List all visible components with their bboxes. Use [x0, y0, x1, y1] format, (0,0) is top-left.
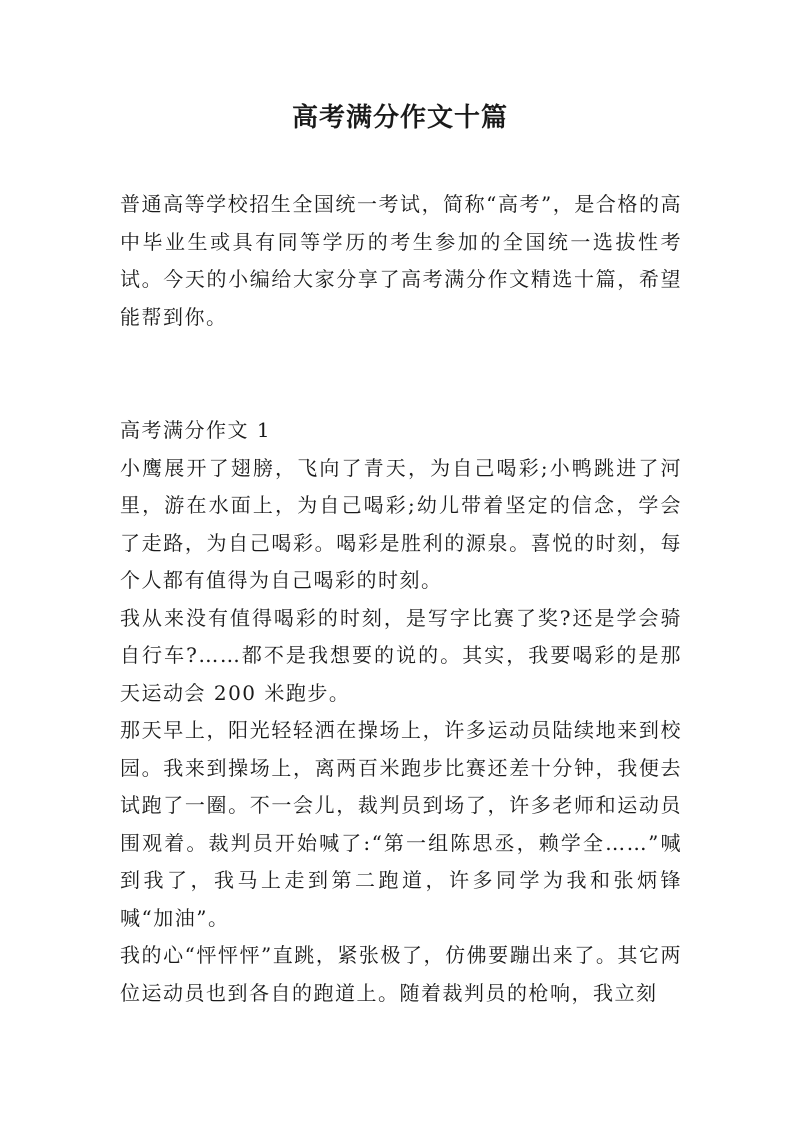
- essay-paragraph: 我从来没有值得喝彩的时刻，是写字比赛了奖?还是学会骑自行车?……都不是我想要的说的。其实，我要喝彩的是那天运动会 200 米跑步。: [120, 605, 682, 705]
- essay-paragraph: 那天早上，阳光轻轻洒在操场上，许多运动员陆续地来到校园。我来到操场上，离两百米跑步比赛还差十分钟，我便去试跑了一圈。不一会儿，裁判员到场了，许多老师和运动员围观着。裁判员开始喊了:“第一组陈思丞，赖学全……”喊到我了，我马上走到第二跑道，许多同学为我和张炳锋喊“加油”。: [120, 718, 682, 930]
- essay-heading: 高考满分作文 1: [120, 418, 272, 442]
- essay-paragraph: 小鹰展开了翅膀，飞向了青天，为自己喝彩;小鸭跳进了河里，游在水面上，为自己喝彩;幼儿带着坚定的信念，学会了走路，为自己喝彩。喝彩是胜利的源泉。喜悦的时刻，每个人都有值得为自己喝彩的时刻。: [120, 455, 682, 592]
- intro-paragraph: 普通高等学校招生全国统一考试，简称“高考”，是合格的高中毕业生或具有同等学历的考生参加的全国统一选拔性考试。今天的小编给大家分享了高考满分作文精选十篇，希望能帮到你。: [120, 192, 682, 329]
- essay-section: [120, 412, 682, 1012]
- document-title: 高考满分作文十篇: [291, 103, 508, 133]
- essay-paragraph: 我的心“怦怦怦”直跳，紧张极了，仿佛要蹦出来了。其它两位运动员也到各自的跑道上。随着裁判员的枪响，我立刻: [120, 943, 682, 1005]
